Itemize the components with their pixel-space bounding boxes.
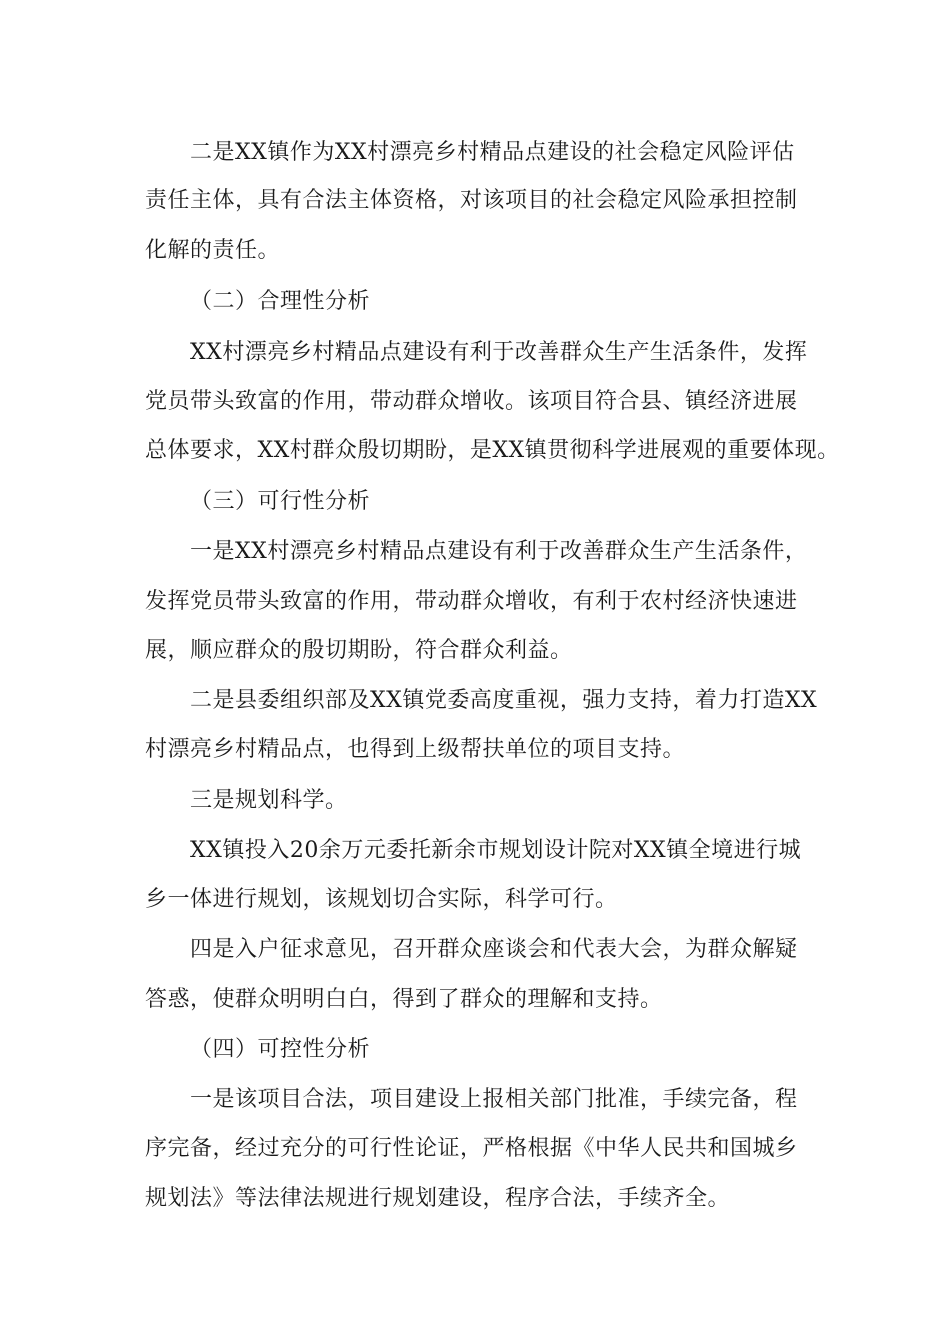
paragraph-line: 化解的责任。 [145, 238, 281, 263]
paragraph-line: 答惑，使群众明明白白，得到了群众的理解和支持。 [145, 987, 663, 1012]
paragraph-line: 二是XX镇作为XX村漂亮乡村精品点建设的社会稳定风险评估 [190, 140, 795, 165]
paragraph-line: 发挥党员带头致富的作用，带动群众增收，有利于农村经济快速进 [145, 589, 798, 614]
paragraph-line: 总体要求，XX村群众殷切期盼，是XX镇贯彻科学进展观的重要体现。 [145, 438, 840, 463]
paragraph-line: 责任主体，具有合法主体资格，对该项目的社会稳定风险承担控制 [145, 188, 798, 213]
paragraph-line: 二是县委组织部及XX镇党委高度重视，强力支持，着力打造XX [190, 688, 818, 713]
paragraph-line: 乡一体进行规划，该规划切合实际，科学可行。 [145, 887, 618, 912]
paragraph-line: 一是该项目合法，项目建设上报相关部门批准，手续完备，程 [190, 1087, 798, 1112]
paragraph-line: 三是规划科学。 [190, 788, 348, 813]
section-heading: （二）合理性分析 [190, 289, 371, 314]
paragraph-line: XX村漂亮乡村精品点建设有利于改善群众生产生活条件，发挥 [190, 340, 808, 365]
paragraph-line: 村漂亮乡村精品点，也得到上级帮扶单位的项目支持。 [145, 737, 686, 762]
paragraph-line: XX镇投入20余万元委托新余市规划设计院对XX镇全境进行城 [190, 838, 802, 863]
paragraph-line: 规划法》等法律法规进行规划建设，程序合法，手续齐全。 [145, 1186, 731, 1211]
paragraph-line: 一是XX村漂亮乡村精品点建设有利于改善群众生产生活条件， [190, 539, 808, 564]
section-heading: （三）可行性分析 [190, 489, 371, 514]
paragraph-line: 序完备，经过充分的可行性论证，严格根据《中华人民共和国城乡 [145, 1136, 798, 1161]
paragraph-line: 四是入户征求意见，召开群众座谈会和代表大会，为群众解疑 [190, 937, 798, 962]
paragraph-line: 展，顺应群众的殷切期盼，符合群众利益。 [145, 638, 573, 663]
paragraph-line: 党员带头致富的作用，带动群众增收。该项目符合县、镇经济进展 [145, 389, 798, 414]
section-heading: （四）可控性分析 [190, 1037, 371, 1062]
